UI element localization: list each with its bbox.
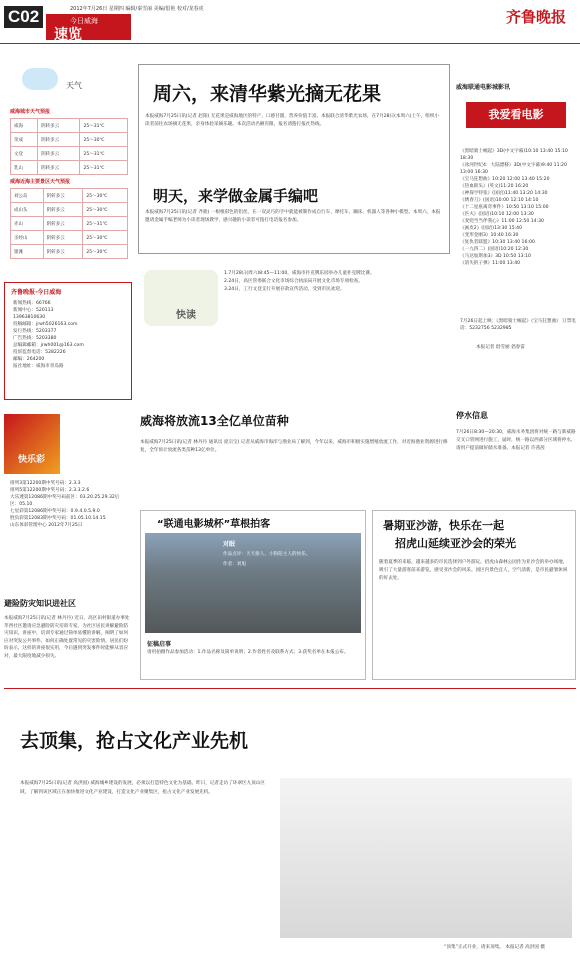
city-weather-row-cell: 荣成 (11, 133, 38, 147)
lead-story (138, 64, 450, 254)
movie-line: 《黑暗骑士崛起》3D(中文字幕)10:10 13:40 15:10 18:30 (460, 149, 568, 161)
city-weather-row-cell: 乳山 (11, 161, 38, 175)
movie-line: 《十二星座离奇事件》10:50 13:10 15:00 (460, 205, 549, 210)
sea-weather-row-cell: 阴转多云 (43, 203, 83, 217)
lottery-line: 七星彩第12086期中奖号码：0.9.4.0.5.9.0 (10, 509, 100, 514)
quick-read-title: 快读 (176, 310, 196, 321)
movie-note: 7月26日起上映：《黑暗骑士崛起》《宝马狂想曲》 订票电话：5232756 5232985 (460, 319, 576, 331)
safety-article (4, 598, 132, 676)
cloud-icon (22, 68, 58, 90)
sea-weather-row-cell: 25～30℃ (83, 203, 128, 217)
city-table-title: 威海城市天气预报 (10, 109, 51, 115)
city-weather-row-cell: 阴转多云 (38, 133, 80, 147)
safety-body: 本报威海7月25日讯(记者 林丹丹) 近日，高区田村街道办事处莘西社区邀请应急避险防灾培训专家，为社区居民讲解避险防灾知识。讲座中，培训专家通过简单易懂的讲解，阐明了如何应对突发公共事件、如何正确处置常见的灾害险情。居民们纷纷表示，这样的讲座很实用，今后遇到突发事件时能够从容应对，最大限度地减少损失。 (4, 616, 130, 659)
bottom-body: 本报威海7月25日讯(记者 高洪国) 威海城乡建设的发展，必须以打造特色文化为基础。昨日，记者走访了环翠区九顶山区域，了解到该区域正在加快推进文化产业建设，打造文化产业聚集区，抢占文化产业发展先机。 (20, 781, 265, 795)
sea-weather-row-cell: 银滩 (11, 245, 44, 259)
sea-weather-row-cell: 成山头 (11, 203, 44, 217)
bottom-caption: “顶集”正式开业，请来顶集。 本报记者 高洪国 摄 (444, 945, 546, 950)
quick-read-item-list (224, 270, 446, 370)
page-number: C02 (4, 6, 43, 28)
sea-weather-row-cell: 阴转多云 (43, 189, 83, 203)
movie-line: 《热血街头》(英文)11:20 16:20 (460, 184, 529, 189)
sea-weather-row-cell: 25～30℃ (83, 189, 128, 203)
sea-weather-row-cell: 25～31℃ (83, 217, 128, 231)
contact-box (4, 282, 132, 400)
movie-line: 《画皮2》(国语)13:30 15:40 (460, 226, 523, 231)
sea-weather-row (11, 231, 128, 245)
header-rule (0, 43, 580, 44)
weather-panel (4, 60, 132, 280)
sea-weather-row-cell: 阴转多云 (43, 245, 83, 259)
movie-line: 《冰河世纪4：大陆漂移》3D(中文字幕)9:40 11:20 13:00 16:30 (460, 163, 567, 175)
sea-weather-row-cell: 刘公岛 (11, 189, 44, 203)
photo-author: 作者：刘旭 (223, 562, 246, 567)
movie-line: 《变形金刚3》10:40 16:30 (460, 233, 519, 238)
movie-line: 《神探亨特张》(国语)11:40 13:20 14:30 (460, 191, 548, 196)
city-weather-row (11, 119, 128, 133)
contact-line: 投诉监督电话：5282226 (13, 350, 66, 355)
city-weather-row (11, 133, 128, 147)
safety-title: 避险防灾知识进社区 (4, 599, 76, 608)
quick-read-item: 1.7月28日(周六)8:45—11:00，威海市扑克牌乐园举办儿童扑克牌比赛。 (224, 271, 375, 276)
lottery-line: 排列5第12200期中奖号码：2.3.3.2.6 (10, 488, 90, 493)
contact-line: 邮编：264200 (13, 357, 45, 362)
lead-body2: 本报威海7月25日讯(记者 齐鹿) 一根根彩色的铝丝，在一双灵巧的手中就能被制作成自行车、摩托车、蹦床、机器人等各种小模型。本周六，本报邀请金属手编老师为小读者现场教学，感兴趣的小读者可拨打电话报名参加。 (145, 210, 441, 223)
sea-weather-row (11, 245, 128, 259)
contact-line: 总编辑邮箱：jrwh001@163.com (13, 343, 84, 348)
bottom-title: 去顶集，抢占文化产业先机 (20, 730, 249, 752)
sea-weather-row-cell: 阴转多云 (43, 231, 83, 245)
city-weather-table (10, 118, 128, 175)
lottery-line-list (10, 480, 128, 529)
lead-body: 本报威海7月25日讯(记者 赵阳) 无花果是威海地区的特产，口感甘甜，营养价值丰富。本报联合清华紫光农场，在7月28日(本周六)上午，组织小读者前往农场摘无花果，亲身体验采摘乐趣。本次活动名额有限，报名请拨打报社热线。 (145, 114, 440, 127)
sea-weather-row-cell: 25～30℃ (83, 231, 128, 245)
howto-title: 征稿启事 (147, 641, 172, 648)
lead-title: 周六，来清华紫光摘无花果 (153, 83, 382, 105)
movie-line: 《马达加斯加3》3D 10:50 13:10 (460, 254, 531, 259)
city-weather-row-cell: 阴转多云 (38, 147, 80, 161)
summer-article (372, 510, 576, 680)
sea-weather-row (11, 203, 128, 217)
photo-caption: 对眠 (223, 541, 236, 548)
fishery-article (140, 412, 450, 504)
movie-line: 《绣春刀》(国语)10:00 12:10 14:10 (460, 198, 539, 203)
sea-table-title: 威海近海主要景区天气预报 (10, 179, 71, 185)
contest-title: “联通电影城杯”草根拍客 (157, 519, 271, 530)
city-weather-row-cell: 威海 (11, 119, 38, 133)
newspaper-logo: 齐鲁晚报 (505, 8, 566, 26)
movie-listing (456, 82, 576, 372)
lottery-line: 大乐透第12086期中奖号码前区：03.20.25.29.32后区：05.10 (10, 495, 120, 507)
city-weather-row-cell: 25～31℃ (80, 161, 128, 175)
movie-line: 《麦兜当当伴我心》11:00 12:50 14:30 (460, 219, 544, 224)
quick-read-item: 3.24日，工行文登支行开展存款宣传活动，受到市民欢迎。 (224, 287, 345, 292)
movie-line: 《一九四二》(国语)10:20 12:30 (460, 247, 529, 252)
section-small: 今日威海 (70, 17, 98, 25)
lottery-line: 山东体彩管理中心 2012年7月25日 (10, 523, 83, 528)
contact-line: 广告热线：5203380 (13, 336, 57, 341)
photo-contest (140, 510, 366, 680)
lottery-line: 排列3第12200期中奖号码：2.3.3 (10, 481, 81, 486)
movie-line: 《消失的子弹》11:00 13:40 (460, 261, 521, 266)
contest-photo (145, 533, 361, 633)
city-weather-row-cell: 25～31℃ (80, 147, 128, 161)
water-notice (456, 410, 576, 504)
movie-line: 《宝马狂想曲》10:20 12:00 13:40 15:20 (460, 177, 550, 182)
bottom-rule (4, 688, 576, 689)
sea-weather-row-cell: 赤山 (11, 217, 44, 231)
sea-weather-row-cell: 阴转多云 (43, 217, 83, 231)
contact-line: 报社地址：威海市青岛路 (13, 364, 64, 369)
lead-title2: 明天，来学做金属手编吧 (153, 187, 319, 205)
city-weather-row (11, 161, 128, 175)
contact-title: 齐鲁晚报·今日威海 (11, 289, 62, 296)
dateline: 2012年7月26日 星期四 编辑/秦雪丽 美编/倡艳 校对/龙春虎 (70, 6, 204, 12)
section-banner (46, 14, 131, 43)
water-title: 停水信息 (456, 411, 488, 420)
section-title: 速览 (54, 27, 82, 43)
sea-weather-row-cell: 25～30℃ (83, 245, 128, 259)
contact-line: 新闻热线：66766 (13, 301, 51, 306)
sea-weather-row (11, 217, 128, 231)
lottery-title: 快乐彩 (18, 455, 46, 465)
howto-body: 请用拍摄作品参加活动：1.作品名称及简单说明；2.作者姓名及联系方式；3.获奖名单在本报公布。 (147, 650, 349, 655)
city-weather-row-cell: 文登 (11, 147, 38, 161)
movie-line: 《复仇者联盟》10:30 13:40 16:00 (460, 240, 535, 245)
water-body: 7月26日8:30—20:30，威海水务集团将对统一路与新威路交叉口管网进行施工，届时，统一路以西部分区域将停水，请用户提前做好储水准备。本报记者 许茜茜 (456, 430, 576, 451)
movie-line-list (460, 148, 576, 267)
contact-line: 投稿邮箱：jrwh5026163.com (13, 322, 78, 327)
quick-read (140, 264, 450, 384)
city-weather-row-cell: 25～31℃ (80, 119, 128, 133)
page-header (0, 0, 580, 42)
lottery-line: 胜负彩第12083期中奖号码：01.05.10.14.15 (10, 516, 106, 521)
photo-comment: 作品点评：天天接人、小狗陪主人的快乐。 (223, 552, 311, 557)
summer-title: 暑期亚沙游，快乐在一起 (383, 519, 504, 532)
quick-read-item: 2.24日，高区管委联合文化市场综合执法局开展文化市场专项检查。 (224, 279, 363, 284)
summer-body: 随着夏季的来临，越来越多的市民选择到户外游玩。招虎山森林公园作为亚沙会的举办场地，吸引了大量游客前来游览，感受亚沙会的风采。园区内景色宜人，空气清新，是市民避暑休闲的好去处。 (379, 560, 568, 581)
city-weather-row-cell: 阴转多云 (38, 161, 80, 175)
contact-line: 发行热线：5203377 (13, 329, 57, 334)
movie-title: 威海联通电影城影讯 (456, 84, 511, 91)
movie-banner: 我爱看电影 (466, 102, 566, 128)
bottom-photo (280, 778, 572, 938)
city-weather-row (11, 147, 128, 161)
lottery-logo (4, 414, 60, 474)
contact-line-list (5, 300, 131, 370)
movie-line: 《匹夫》(国语)10:10 12:00 13:30 (460, 212, 534, 217)
fishery-body: 本报威海7月25日讯(记者 林丹丹 通讯员 庞宗宝) 记者从威海市海洋与渔业局了解到，今年以来，威海市积极实施增殖放流工作，对近海渔业资源进行修复，全年预计放流各类苗种13亿单位。 (140, 440, 448, 453)
contact-line: 新闻中心：520113 (13, 308, 54, 313)
lottery-box (4, 414, 132, 580)
city-weather-row-cell: 阴转多云 (38, 119, 80, 133)
weather-title: 天气 (66, 81, 82, 90)
bottom-story (4, 694, 576, 970)
fishery-title: 威海将放流13全亿单位苗种 (140, 414, 289, 428)
movie-credit: 本报记者 倡雪丽 倡春雷 (476, 345, 525, 350)
city-weather-row-cell: 25～30℃ (80, 133, 128, 147)
sea-weather-table (10, 188, 128, 259)
sea-weather-row (11, 189, 128, 203)
sea-weather-row-cell: 圣经山 (11, 231, 44, 245)
summer-title2: 招虎山延续亚沙会的荣光 (395, 537, 516, 550)
contact-line: 13963810630 (13, 315, 46, 320)
